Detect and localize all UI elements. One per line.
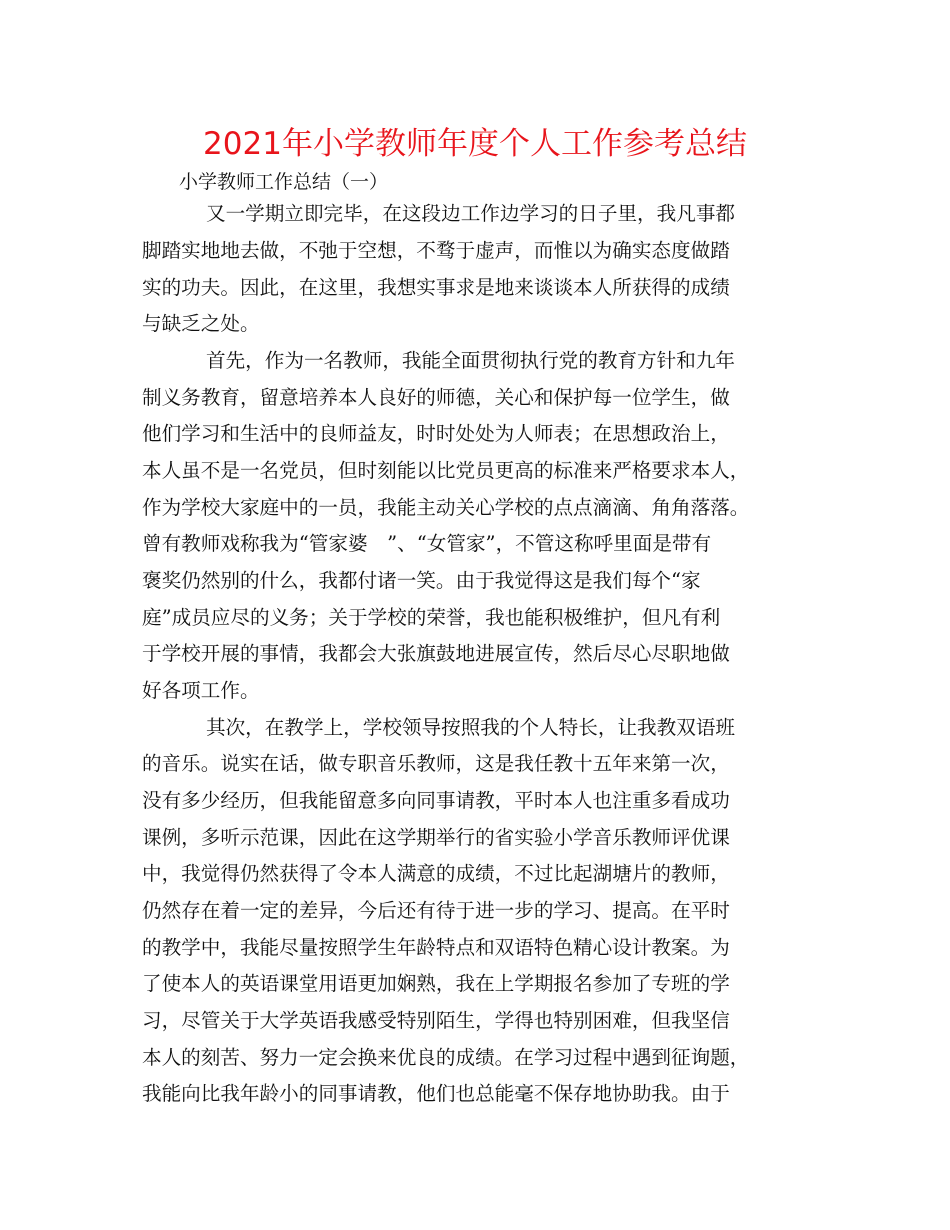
paragraph-line: 本人的刻苦、努力一定会换来优良的成绩。在学习过程中遇到征询题， <box>142 1046 750 1069</box>
paragraph-line: 曾有教师戏称我为“管家婆 ”、“女管家”，不管这称呼里面是带有 <box>142 532 712 555</box>
paragraph-line: 其次，在教学上，学校领导按照我的个人特长，让我教双语班 <box>206 716 736 739</box>
paragraph-line: 的教学中，我能尽量按照学生年龄特点和双语特色精心设计教案。为 <box>142 936 730 959</box>
paragraph-line: 好各项工作。 <box>142 679 260 702</box>
paragraph-line: 庭”成员应尽的义务；关于学校的荣誉，我也能积极维护，但凡有利 <box>142 606 721 629</box>
paragraph-line: 作为学校大家庭中的一员，我能主动关心学校的点点滴滴、角角落落。 <box>142 496 750 519</box>
paragraph-line: 制义务教育，留意培养本人良好的师德，关心和保护每一位学生，做 <box>142 386 730 409</box>
paragraph-line: 褒奖仍然别的什么，我都付诸一笑。由于我觉得这是我们每个“家 <box>142 569 701 592</box>
paragraph-line: 了使本人的英语课堂用语更加娴熟，我在上学期报名参加了专班的学 <box>142 972 730 995</box>
paragraph-line: 中，我觉得仍然获得了令本人满意的成绩，不过比起湖塘片的教师， <box>142 862 730 885</box>
paragraph-line: 习，尽管关于大学英语我感受特别陌生，学得也特别困难，但我坚信 <box>142 1009 730 1032</box>
paragraph-line: 又一学期立即完毕，在这段边工作边学习的日子里，我凡事都 <box>206 202 736 225</box>
paragraph-line: 课例，多听示范课，因此在这学期举行的省实验小学音乐教师评优课 <box>142 826 730 849</box>
paragraph-line: 脚踏实地地去做，不弛于空想，不骛于虚声，而惟以为确实态度做踏 <box>142 239 730 262</box>
section-subtitle: 小学教师工作总结（一） <box>179 171 389 193</box>
paragraph-line: 的音乐。说实在话，做专职音乐教师，这是我任教十五年来第一次， <box>142 752 730 775</box>
paragraph-line: 仍然存在着一定的差异，今后还有待于进一步的学习、提高。在平时 <box>142 899 730 922</box>
paragraph-line: 本人虽不是一名党员，但时刻能以比党员更高的标准来严格要求本人， <box>142 459 750 482</box>
paragraph-line: 我能向比我年龄小的同事请教，他们也总能毫不保存地协助我。由于 <box>142 1082 730 1105</box>
document-title: 2021年小学教师年度个人工作参考总结 <box>203 126 747 162</box>
paragraph-line: 与缺乏之处。 <box>142 312 260 335</box>
paragraph-line: 他们学习和生活中的良师益友，时时处处为人师表；在思想政治上， <box>142 422 730 445</box>
paragraph-line: 首先，作为一名教师，我能全面贯彻执行党的教育方针和九年 <box>206 349 736 372</box>
paragraph-line: 实的功夫。因此，在这里，我想实事求是地来谈谈本人所获得的成绩 <box>142 276 730 299</box>
paragraph-line: 于学校开展的事情，我都会大张旗鼓地进展宣传，然后尽心尽职地做 <box>142 642 730 665</box>
paragraph-line: 没有多少经历，但我能留意多向同事请教，平时本人也注重多看成功 <box>142 789 730 812</box>
